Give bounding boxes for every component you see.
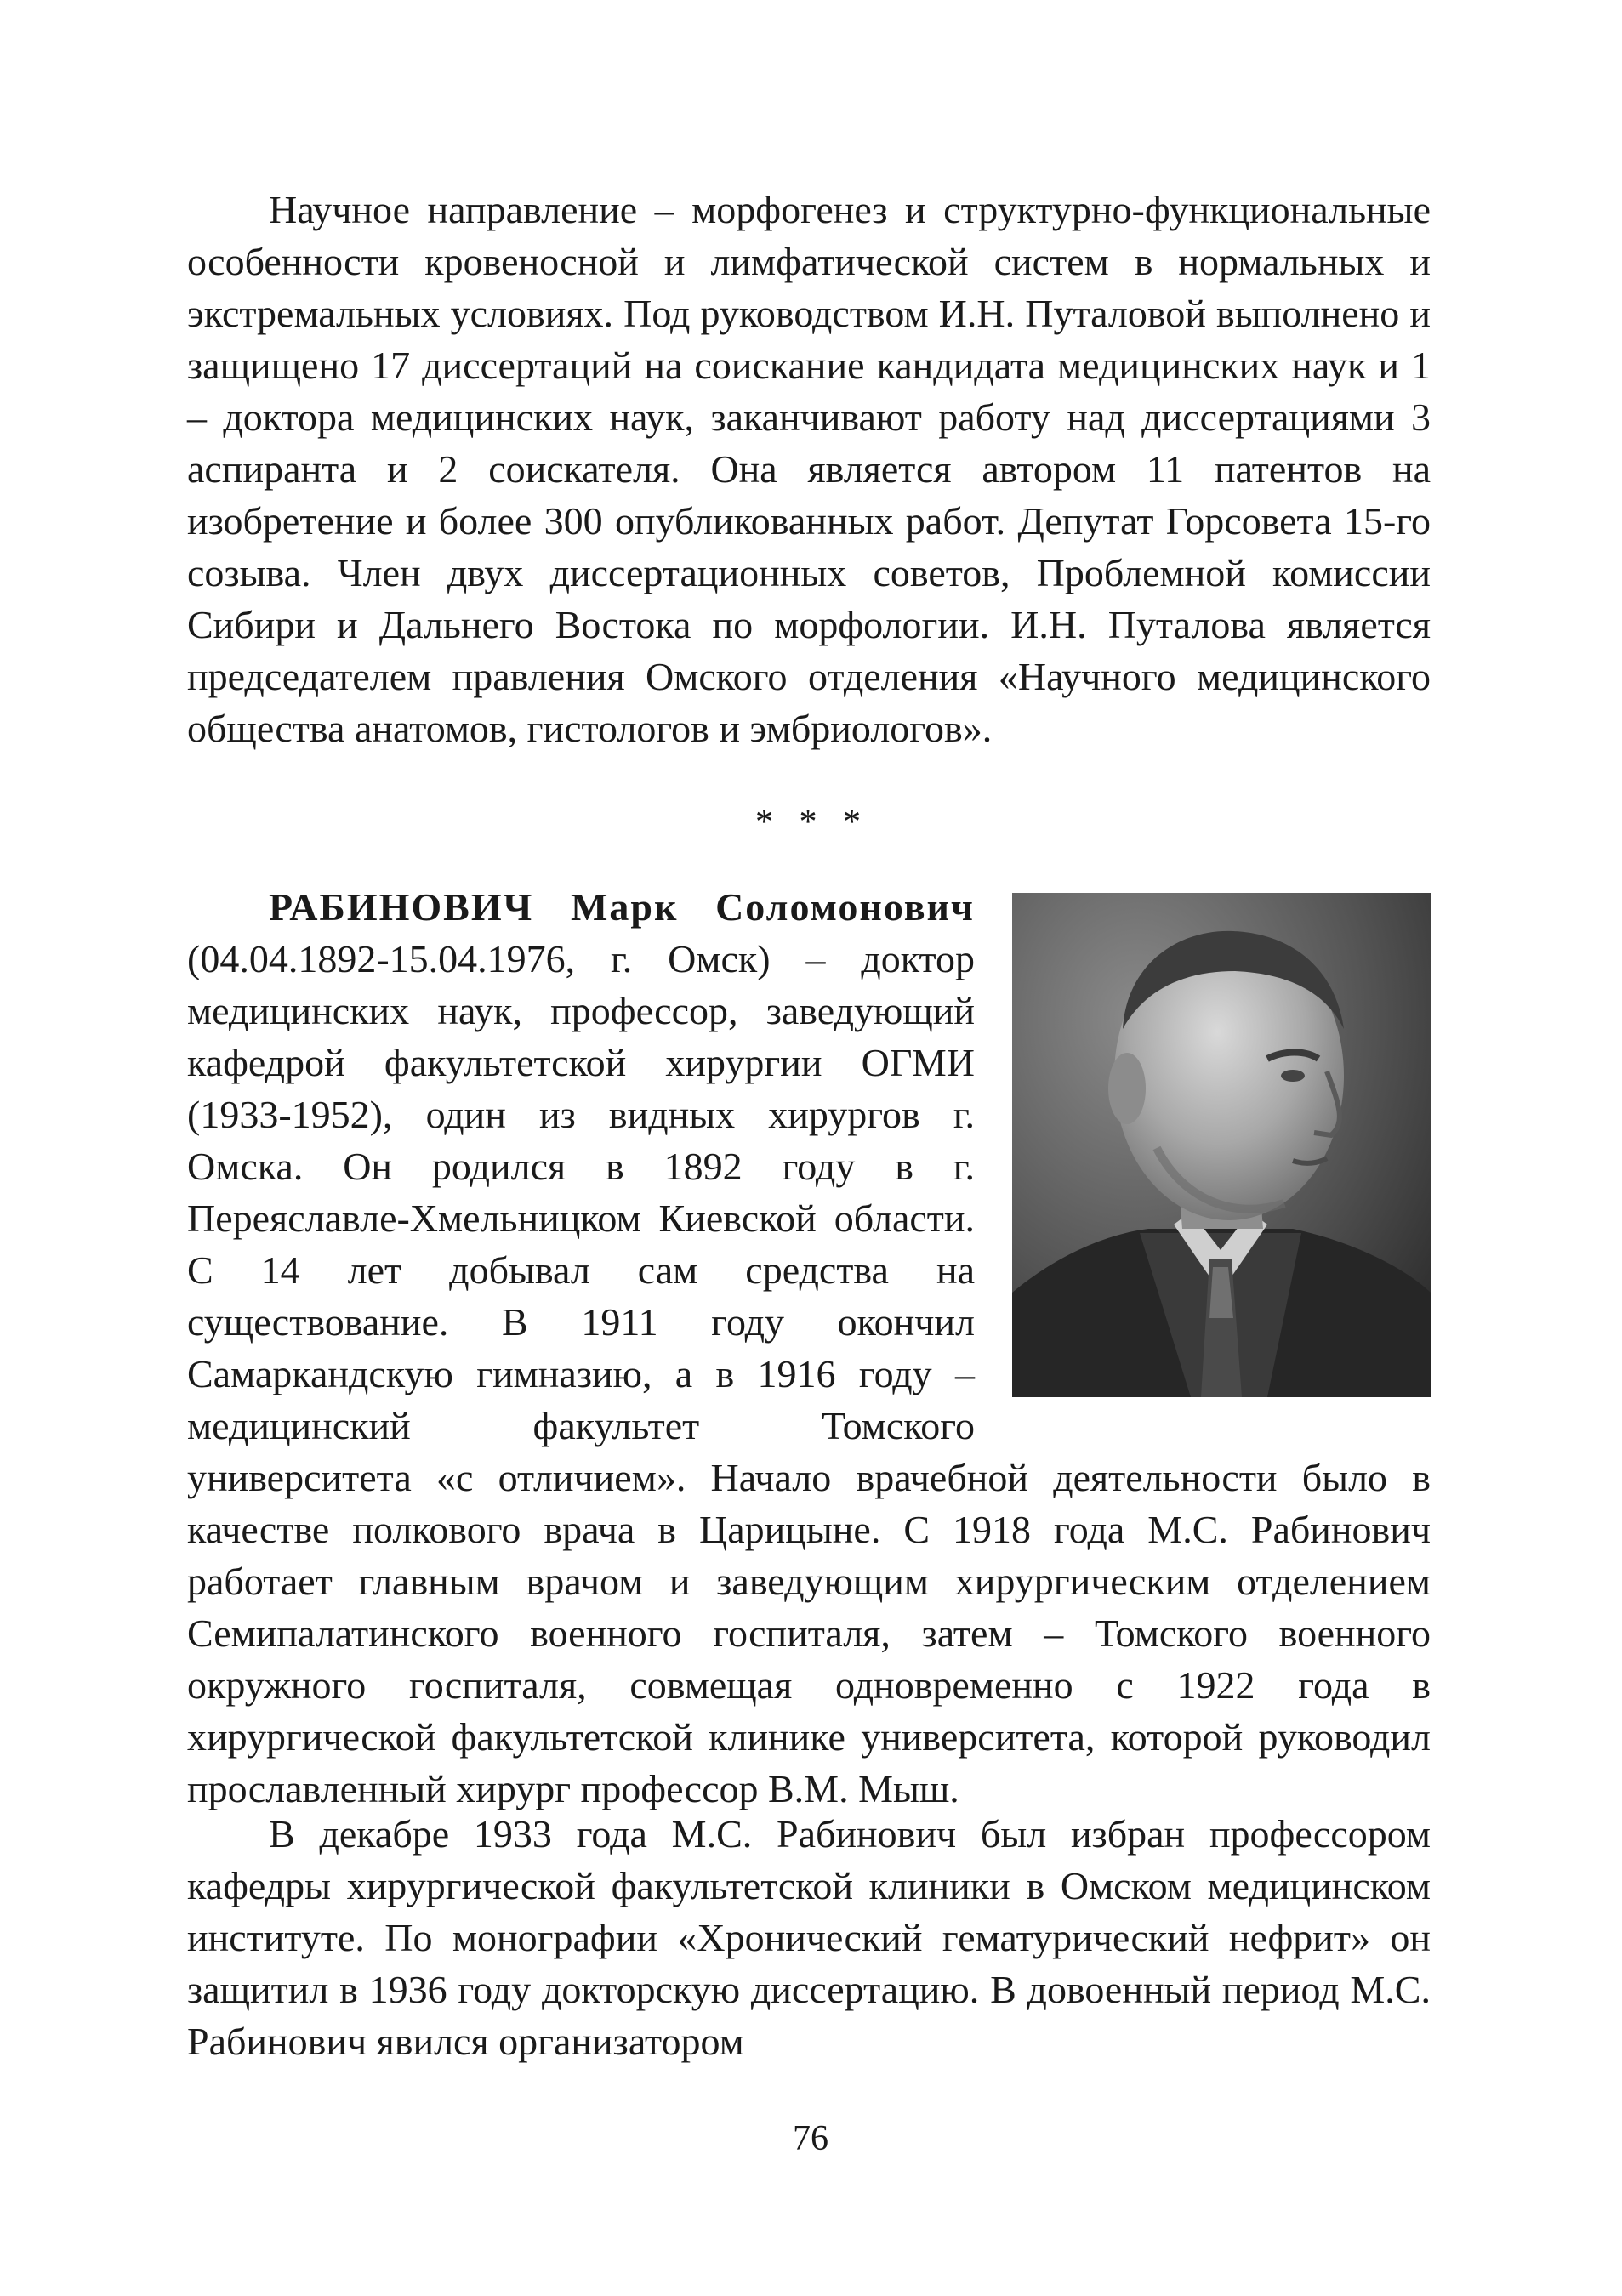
portrait-illustration (1012, 893, 1431, 1397)
paragraph-december-1933: В декабре 1933 года М.С. Рабинович был избран профессором кафедры хирургической факультетской клиники в Омском медицинском институте. По монографии «Хронический гематурический нефрит» он защитил в 1936 году докторскую диссертацию. В довоенный период М.С. Рабинович явился организатором (187, 1812, 1431, 2063)
portrait-photo (1012, 893, 1431, 1397)
biography-block (187, 881, 1431, 1815)
biography-text: (04.04.1892-15.04.1976, г. Омск) – доктор медицинских наук, профессор, заведующий кафедрой факультетской хирургии ОГМИ (1933-1952), один из видных хирургов г. Омска. Он родился в 1892 году в г. Переяславле-Хмельницком Киевской области. С 14 лет добывал сам средства на существование. В 1911 году окончил Самаркандскую гимназию, а в 1916 году – медицинский факультет Томского университета «с отличием». Начало врачебной деятельности было в качестве полкового врача в Царицыне. С 1918 года М.С. Рабинович работает главным врачом и заведующим хирургическим отделением Семипалатинского военного госпиталя, затем – Томского военного окружного госпиталя, совмещая одновременно с 1922 года в хирургической факультетской клинике университета, которой руководил прославленный хирург профессор В.М. Мыш. (187, 937, 1431, 1810)
person-name: РАБИНОВИЧ Марк Соломонович (269, 885, 975, 929)
page-number: 76 (793, 2119, 828, 2158)
paragraph-research-direction: Научное направление – морфогенез и структурно-функциональные особенности кровеносной и лимфатической систем в нормальных и экстремальных условиях. Под руководством И.Н. Путаловой выполнено и защищено 17 диссертаций на соискание кандидата медицинских наук и 1 – доктора медицинских наук, заканчивают работу над диссертациями 3 аспиранта и 2 соискателя. Она является автором 11 патентов на изобретение и более 300 опубликованных работ. Депутат Горсовета 15-го созыва. Член двух диссертационных советов, Проблемной комиссии Сибири и Дальнего Востока по морфологии. И.Н. Путалова является председателем правления Омского отделения «Научного медицинского общества анатомов, гистологов и эмбриологов». (187, 188, 1431, 750)
section-separator: * * * (755, 803, 869, 842)
